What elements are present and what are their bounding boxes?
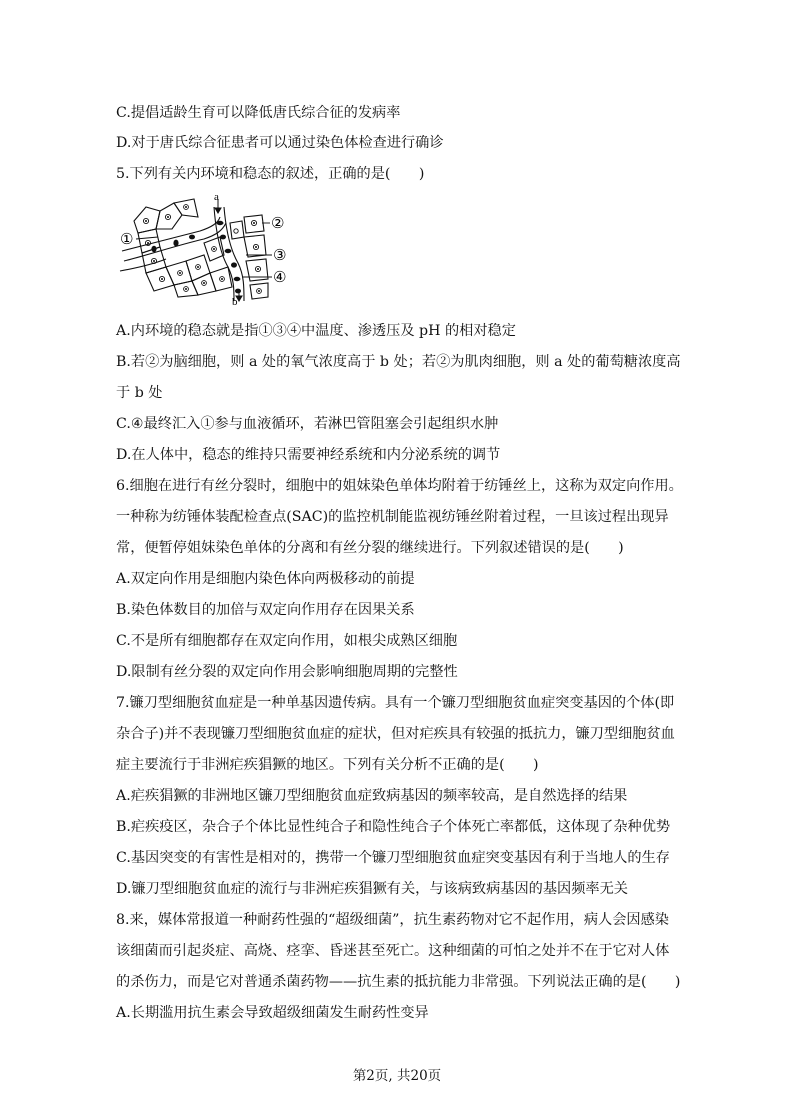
text-line: D.对于唐氏综合征患者可以通过染色体检查进行确诊 [116, 135, 444, 151]
text-line: A.双定向作用是细胞内染色体向两极移动的前提 [116, 571, 415, 587]
text-line: 一种称为纺锤体装配检查点(SAC)的监控机制能监视纺锤丝附着过程，一旦该过程出现异 [116, 509, 669, 525]
label-2: ② [271, 214, 285, 232]
label-b: b [232, 296, 238, 305]
text-line: 的杀伤力，而是它对普通杀菌药物——抗生素的抵抗能力非常强。下列说法正确的是( ) [116, 974, 681, 990]
text-line: 6.细胞在进行有丝分裂时，细胞中的姐妹染色单体均附着于纺锤丝上，这称为双定向作用。 [116, 478, 683, 494]
text-line: C.基因突变的有害性是相对的，携带一个镰刀型细胞贫血症突变基因有利于当地人的生存 [116, 850, 670, 866]
text-line: A.疟疾猖獗的非洲地区镰刀型细胞贫血症致病基因的频率较高，是自然选择的结果 [116, 788, 628, 804]
label-a: a [214, 193, 219, 203]
text-line: C.不是所有细胞都存在双定向作用，如根尖成熟区细胞 [116, 633, 458, 649]
text-line: C.④最终汇入①参与血液循环，若淋巴管阻塞会引起组织水肿 [116, 416, 499, 432]
page-footer: 第2页, 共20页 [352, 1068, 442, 1084]
text-line: B.疟疾疫区，杂合子个体比显性纯合子和隐性纯合子个体死亡率都低，这体现了杂种优势 [116, 819, 671, 835]
text-line: 杂合子)并不表现镰刀型细胞贫血症的症状，但对疟疾具有较强的抵抗力，镰刀型细胞贫血 [116, 726, 675, 742]
text-line: A.长期滥用抗生素会导致超级细菌发生耐药性变异 [116, 1005, 429, 1021]
text-line: 于 b 处 [116, 385, 163, 401]
label-4: ④ [273, 268, 287, 286]
text-line: 8.来，媒体常报道一种耐药性强的“超级细菌”，抗生素药物对它不起作用，病人会因感染 [116, 912, 669, 928]
text-line: C.提倡适龄生育可以降低唐氏综合征的发病率 [116, 105, 401, 121]
text-line: 症主要流行于非洲疟疾猖獗的地区。下列有关分析不正确的是( ) [116, 757, 539, 773]
text-line: 5.下列有关内环境和稳态的叙述，正确的是( ) [116, 166, 425, 182]
label-3: ③ [273, 246, 287, 264]
text-line: 常，便暂停姐妹染色单体的分离和有丝分裂的继续进行。下列叙述错误的是( ) [116, 540, 624, 556]
text-line: B.若②为脑细胞，则 a 处的氧气浓度高于 b 处；若②为肌肉细胞，则 a 处的葡萄糖浓度高 [116, 354, 681, 370]
text-line: D.镰刀型细胞贫血症的流行与非洲疟疾猖獗有关，与该病致病基因的基因频率无关 [116, 881, 628, 897]
text-line: 该细菌而引起炎症、高烧、痉挛、昏迷甚至死亡。这种细菌的可怕之处并不在于它对人体 [116, 943, 670, 959]
text-line: A.内环境的稳态就是指①③④中温度、渗透压及 pH 的相对稳定 [116, 323, 516, 339]
text-line: 7.镰刀型细胞贫血症是一种单基因遗传病。具有一个镰刀型细胞贫血症突变基因的个体(即 [116, 695, 675, 711]
text-line: D.在人体中，稳态的维持只需要神经系统和内分泌系统的调节 [116, 447, 501, 463]
text-line: B.染色体数目的加倍与双定向作用存在因果关系 [116, 602, 415, 618]
text-line: D.限制有丝分裂的双定向作用会影响细胞周期的完整性 [116, 664, 458, 680]
label-1: ① [120, 230, 134, 248]
internal-environment-diagram [116, 193, 302, 305]
